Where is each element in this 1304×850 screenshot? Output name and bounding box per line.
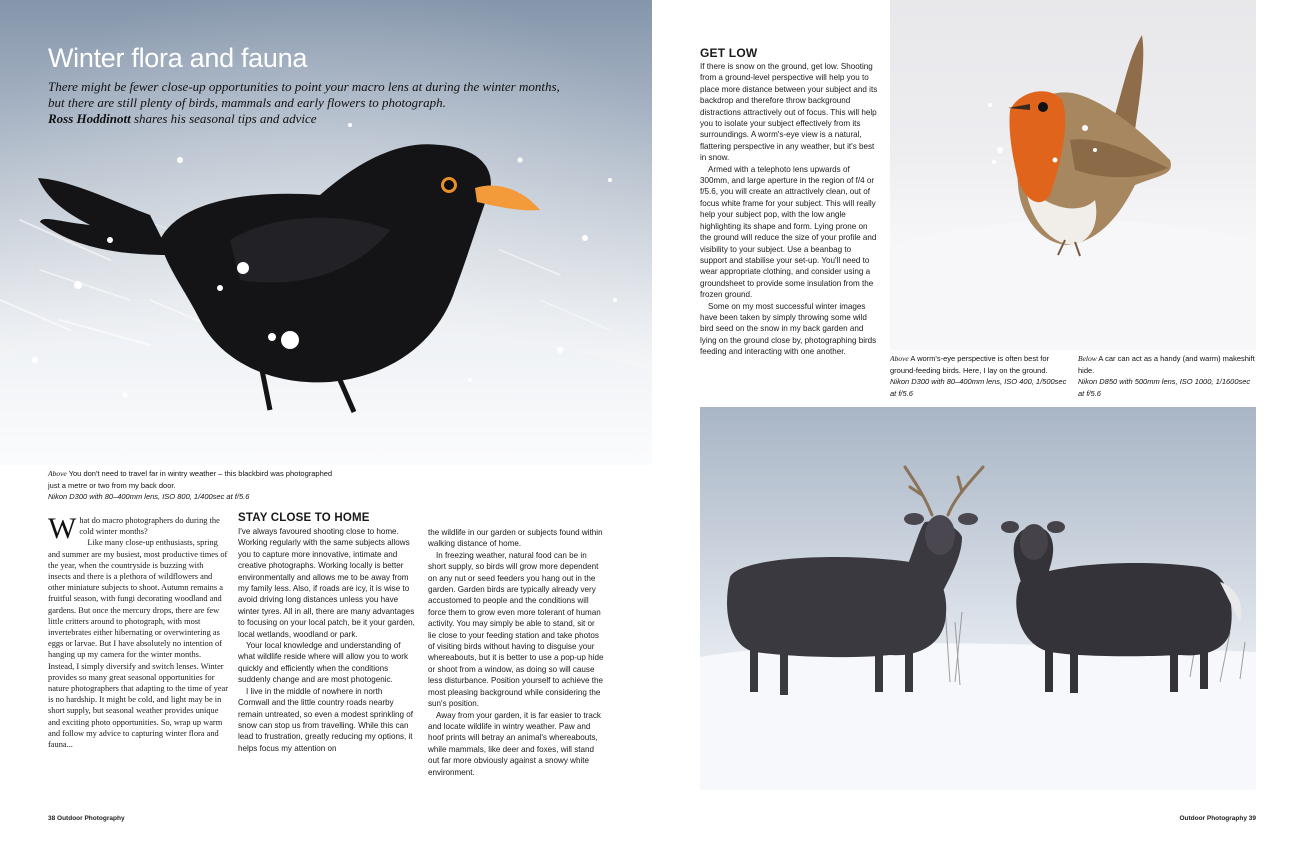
robin-caption-text: A worm's-eye perspective is often best for ground-feeding birds. Here, I lay on the ground. <box>890 354 1049 375</box>
get-low-p2: Armed with a telephoto lens upwards of 300mm, and large aperture in the region of f/4 or f/5.6, you will create an attractively clean, out of focus white frame for your subject. This will really help your subject pop, with the low angle highlighting its shape and form. Lying prone on the ground will reduce the size of your profile and visibility to your subject. Use a beanbag to support and stabilise your set-up. You'll need to wear appropriate clothing, and consider using a groundsheet to provide some insulation from the frozen ground. <box>700 164 877 300</box>
stay-close-column <box>238 512 416 754</box>
byline-text: shares his seasonal tips and advice <box>130 111 317 126</box>
folio-right: Outdoor Photography 39 <box>1179 815 1256 822</box>
garden-p3: Away from your garden, it is far easier to track and locate wildlife in wintry weather. Paw and hoof prints will betray an animal's whereabouts, while mammals, like deer and foxes, will stand out far more obviously against a snowy white environment. <box>428 710 601 777</box>
stay-close-p2: Your local knowledge and understanding of what wildlife reside where will allow you to work quickly and efficiently when the conditions suddenly change and are most photogenic. <box>238 641 409 685</box>
right-page <box>652 0 1304 850</box>
blackbird-caption <box>48 468 338 503</box>
article-title: Winter flora and fauna <box>48 43 308 73</box>
caption-text: You don't need to travel far in wintry weather – this blackbird was photographed just a metre or two from my back door. <box>48 469 333 490</box>
get-low-p3: Some on my most successful winter images have been taken by simply throwing some wild bird seed on the snow in my back garden and lying on the ground close by, photographing birds feeding and interacting with one another. <box>700 301 877 357</box>
deer-caption-tech: Nikon D850 with 500mm lens, ISO 1000, 1/1600sec at f/5.6 <box>1078 377 1251 398</box>
caption-lead: Above <box>48 469 67 478</box>
intro-p1: hat do macro photographers do during the cold winter months? <box>79 516 220 537</box>
caption-tech: Nikon D300 with 80–400mm lens, ISO 800, 1/400sec at f/5.6 <box>48 492 250 501</box>
get-low-column <box>700 47 878 358</box>
robin-photo <box>890 0 1256 350</box>
byline-name: Ross Hoddinott <box>48 111 131 126</box>
standfirst-text: There might be fewer close-up opportunities to point your macro lens at during the winter months, but there are still plenty of birds, mammals and early flowers to photograph. <box>48 79 560 110</box>
blackbird-photo <box>0 0 652 465</box>
stay-close-heading: STAY CLOSE TO HOME <box>238 512 370 524</box>
robin-caption-lead: Above <box>890 354 909 363</box>
garden-column <box>428 527 604 778</box>
intro-column <box>48 512 229 750</box>
deer-caption-lead: Below <box>1078 354 1097 363</box>
get-low-p1: If there is snow on the ground, get low. Shooting from a ground-level perspective will help you to place more distance between your subject and its backdrop and therefore throw background distractions attractively out of focus. This will help you to isolate your subject effectively from its surroundings. A worm's-eye view is a natural, flattering perspective in any weather, but it's best in snow. <box>700 62 878 163</box>
robin-caption-tech: Nikon D300 with 80–400mm lens, ISO 400, 1/500sec at f/5.6 <box>890 377 1067 398</box>
intro-p2: Like many close-up enthusiasts, spring and summer are my busiest, most productive times of the year, when the countryside is buzzing with insects and there is a plethora of wildflowers and other miniature subjects to shoot. Autumn remains a fruitful season, with fungi decorating woodland and gardens. But once the mercury drops, there are few little critters around to photograph, with most invertebrates either hibernating or overwintering as eggs or larvae. But I have absolutely no intention of hanging up my camera for the winter months. Instead, I simply diversify and switch lenses. Winter provides so many great seasonal opportunities for nature photographers that adapting to the time of year is no hardship. It might be cold, and light may be in short supply, but seasonal weather provides unique and exciting photo opportunities. So, wrap up warm and follow my advice to capturing winter flora and fauna... <box>48 538 229 750</box>
stay-close-p1: I've always favoured shooting close to home. Working regularly with the same subjects allows you to capture more innovative, intimate and creative photographs. Working locally is better environmentally and allows me to be away from my family less. Also, if roads are icy, it is wise to avoid driving long distances unless you have winter tyres. All in all, there are many advantages to focusing on your local patch, be it your garden, local wetlands, woodland or park. <box>238 527 415 639</box>
drop-cap: W <box>48 512 77 545</box>
get-low-heading: GET LOW <box>700 46 758 60</box>
garden-p1: the wildlife in our garden or subjects found within walking distance of home. <box>428 528 603 549</box>
garden-p2: In freezing weather, natural food can be in short supply, so birds will grow more dependent on any nut or seed feeders you hang out in the garden. Garden birds are typically already very accustomed to people and the conditions will force them to grow even more tolerant of human activity. You may simply be able to stand, sit or lie close to your feeding station and take photos of visiting birds without having to disguise your whereabouts, but it is better to use a pop-up hide or shoot from a window, as doing so will cause less disturbance. Position yourself to achieve the most pleasing background while considering the sun's position. <box>428 550 604 709</box>
deer-caption-text: A car can act as a handy (and warm) makeshift hide. <box>1078 354 1255 375</box>
robin-caption <box>890 353 1068 399</box>
deer-photo <box>700 407 1256 790</box>
standfirst <box>48 79 568 127</box>
stay-close-p3: I live in the middle of nowhere in north Cornwall and the little country roads nearby remain untreated, so even a modest sprinkling of snow can stop us from travelling. While this can lead to frustration, greatly reducing my options, it helps focus my attention on <box>238 686 414 753</box>
folio-left: 38 Outdoor Photography <box>48 815 125 822</box>
deer-illustration <box>700 407 1256 790</box>
robin-illustration <box>890 0 1256 350</box>
deer-caption <box>1078 353 1256 399</box>
